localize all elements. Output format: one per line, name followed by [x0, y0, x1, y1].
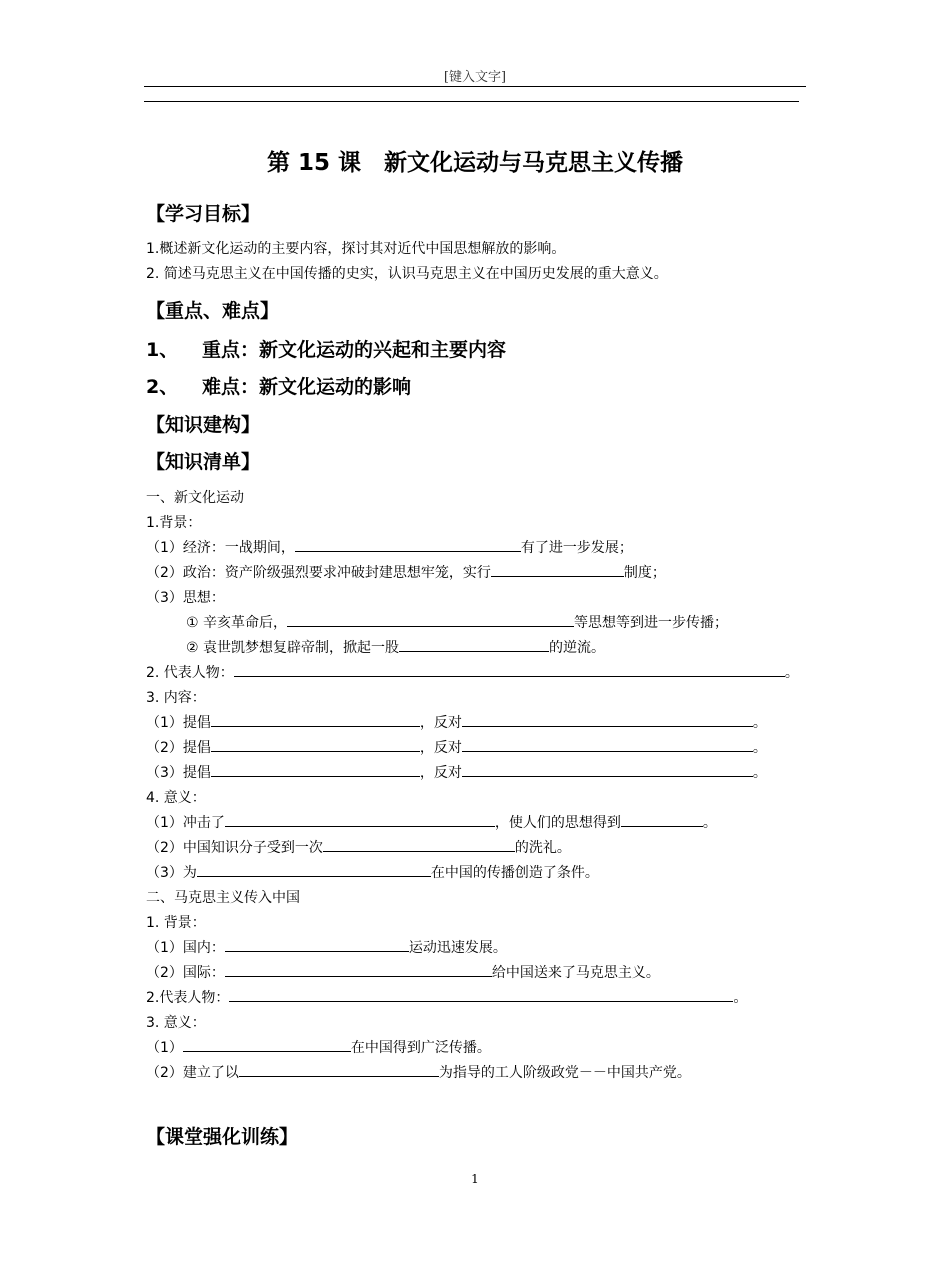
prompt-text: （2）提倡	[146, 740, 211, 756]
fill-blank[interactable]	[225, 962, 492, 977]
fill-blank[interactable]	[491, 562, 624, 577]
part1-content-item-2	[146, 737, 767, 757]
keypoint-item-2	[146, 372, 411, 399]
prompt-text: （3）提倡	[146, 765, 211, 781]
fill-blank[interactable]	[225, 937, 409, 952]
fill-blank[interactable]	[295, 537, 521, 552]
prompt-text: 。	[752, 740, 767, 756]
prompt-text: 的逆流。	[549, 640, 606, 656]
prompt-text: 给中国送来了马克思主义。	[491, 965, 660, 981]
part1-thought-item-2	[186, 637, 605, 657]
keypoint-number: 2、	[146, 376, 179, 398]
fill-blank[interactable]	[211, 762, 420, 777]
prompt-text: 有了进一步发展；	[520, 540, 633, 556]
prompt-text: 为指导的工人阶级政党－－中国共产党。	[438, 1065, 691, 1081]
prompt-text: ，使人们的思想得到	[494, 815, 621, 831]
part2-domestic-line	[146, 937, 507, 957]
part1-content-item-1	[146, 712, 767, 732]
part1-thought-item-1	[186, 612, 728, 632]
fill-blank[interactable]	[197, 862, 431, 877]
keypoint-text: 难点：新文化运动的影响	[202, 376, 412, 398]
part1-background-label: 1.背景：	[146, 515, 202, 531]
fill-blank[interactable]	[462, 762, 753, 777]
prompt-text: ① 辛亥革命后，	[186, 615, 288, 631]
keypoint-number: 1、	[146, 339, 179, 361]
part1-economy-line	[146, 537, 633, 557]
part2-heading: 二、马克思主义传入中国	[146, 890, 300, 906]
prompt-text: （2）中国知识分子受到一次	[146, 840, 323, 856]
section-key-points: 【重点、难点】	[146, 300, 280, 322]
lesson-title: 第 15 课 新文化运动与马克思主义传播	[266, 150, 684, 176]
fill-blank[interactable]	[399, 637, 549, 652]
part2-significance-label: 3. 意义：	[146, 1015, 206, 1031]
part1-significance-item-1	[146, 812, 717, 832]
part2-background-label: 1. 背景：	[146, 915, 206, 931]
fill-blank[interactable]	[225, 812, 495, 827]
prompt-text: 在中国得到广泛传播。	[350, 1040, 491, 1056]
part2-representatives-line	[146, 987, 747, 1007]
keypoint-text: 重点：新文化运动的兴起和主要内容	[202, 339, 507, 361]
part2-significance-item-1	[146, 1037, 491, 1057]
part1-significance-item-2	[146, 837, 571, 857]
prompt-text: ，反对	[419, 715, 462, 731]
keypoint-item-1	[146, 335, 506, 362]
section-knowledge-structure: 【知识建构】	[146, 414, 261, 436]
part2-international-line	[146, 962, 660, 982]
part1-significance-label: 4. 意义：	[146, 790, 206, 806]
section-classroom-practice: 【课堂强化训练】	[146, 1126, 299, 1148]
part1-significance-item-3	[146, 862, 599, 882]
goal-item-1: 1.概述新文化运动的主要内容，探讨其对近代中国思想解放的影响。	[146, 241, 566, 257]
prompt-text: （1）冲击了	[146, 815, 225, 831]
prompt-text: 等思想等到进一步传播；	[574, 615, 729, 631]
prompt-text: （1）提倡	[146, 715, 211, 731]
prompt-text: （1）国内：	[146, 940, 225, 956]
prompt-text: （1）	[146, 1040, 183, 1056]
prompt-text: 在中国的传播创造了条件。	[430, 865, 599, 881]
prompt-text: 的洗礼。	[514, 840, 571, 856]
prompt-text: （1）经济：一战期间，	[146, 540, 295, 556]
fill-blank[interactable]	[211, 737, 420, 752]
part2-significance-item-2	[146, 1062, 691, 1082]
part1-content-item-3	[146, 762, 767, 782]
fill-blank[interactable]	[462, 712, 753, 727]
prompt-text: 2.代表人物：	[146, 990, 230, 1006]
prompt-text: ，反对	[419, 765, 462, 781]
fill-blank[interactable]	[621, 812, 703, 827]
header-rule-top	[144, 86, 806, 87]
prompt-text: 。	[702, 815, 717, 831]
fill-blank[interactable]	[462, 737, 753, 752]
part1-representatives-line	[146, 662, 799, 682]
section-learning-goals: 【学习目标】	[146, 203, 261, 225]
goal-item-2: 2. 简述马克思主义在中国传播的史实，认识马克思主义在中国历史发展的重大意义。	[146, 266, 668, 282]
fill-blank[interactable]	[239, 1062, 439, 1077]
prompt-text: ② 袁世凯梦想复辟帝制，掀起一股	[186, 640, 400, 656]
fill-blank[interactable]	[234, 662, 785, 677]
fill-blank[interactable]	[229, 987, 733, 1002]
header-text: [键入文字]	[443, 70, 507, 85]
prompt-text: （2）建立了以	[146, 1065, 239, 1081]
part1-politics-line	[146, 562, 666, 582]
prompt-text: 。	[733, 990, 748, 1006]
fill-blank[interactable]	[211, 712, 420, 727]
prompt-text: （2）国际：	[146, 965, 225, 981]
part1-heading: 一、新文化运动	[146, 490, 244, 506]
prompt-text: 2. 代表人物：	[146, 665, 234, 681]
fill-blank[interactable]	[323, 837, 515, 852]
header-rule-bottom	[144, 101, 799, 102]
prompt-text: 。	[752, 715, 767, 731]
prompt-text: 制度；	[623, 565, 666, 581]
prompt-text: 。	[752, 765, 767, 781]
prompt-text: （3）为	[146, 865, 197, 881]
part1-content-label: 3. 内容：	[146, 690, 206, 706]
fill-blank[interactable]	[287, 612, 574, 627]
part1-thought-label: （3）思想：	[146, 590, 225, 606]
section-knowledge-checklist: 【知识清单】	[146, 451, 261, 473]
prompt-text: 。	[784, 665, 799, 681]
page-number: 1	[471, 1172, 479, 1186]
prompt-text: （2）政治：资产阶级强烈要求冲破封建思想牢笼，实行	[146, 565, 491, 581]
fill-blank[interactable]	[183, 1037, 351, 1052]
prompt-text: ，反对	[419, 740, 462, 756]
prompt-text: 运动迅速发展。	[408, 940, 507, 956]
